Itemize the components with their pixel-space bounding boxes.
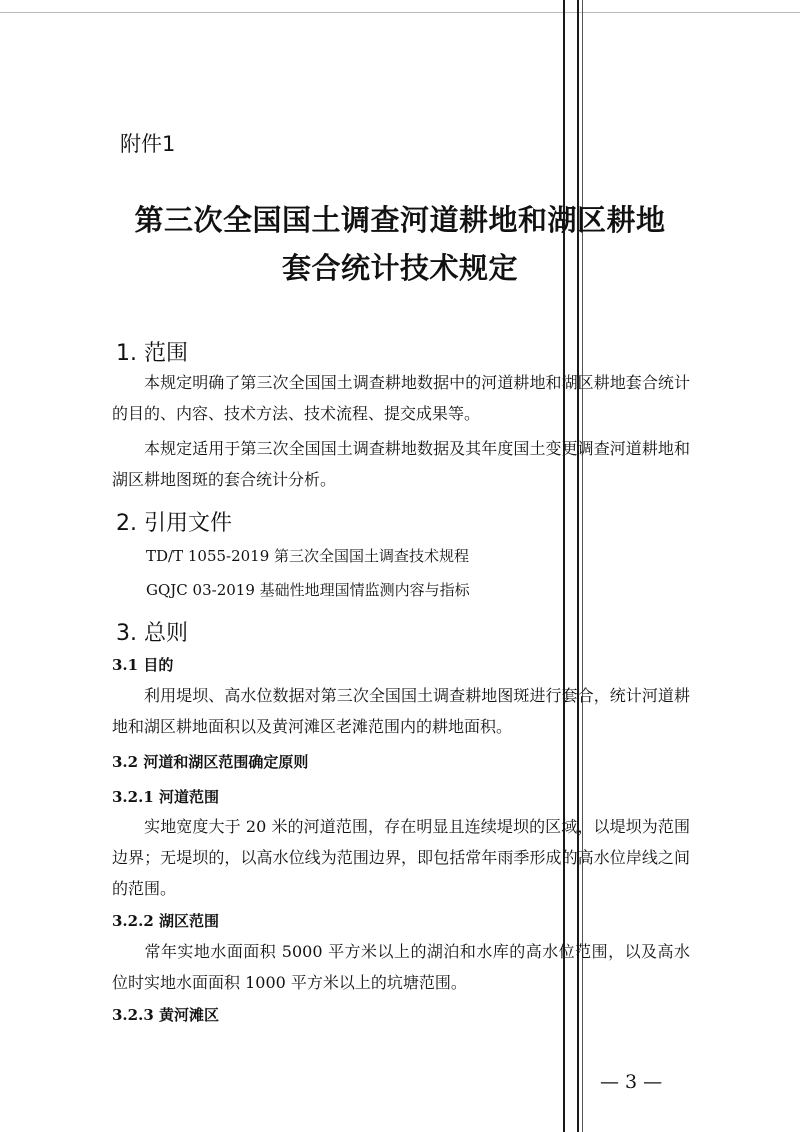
reference-item: GQJC 03-2019 基础性地理国情监测内容与指标	[146, 581, 470, 599]
section-1-paragraph-2: 本规定适用于第三次全国国土调查耕地数据及其年度国土变更调查河道耕地和湖区耕地图斑的套合统计分析。	[112, 439, 690, 489]
section-3-1-paragraph: 利用堤坝、高水位数据对第三次全国国土调查耕地图斑进行套合，统计河道耕地和湖区耕地面积以及黄河滩区老滩范围内的耕地面积。	[112, 686, 690, 736]
document-title-line-2: 套合统计技术规定	[281, 251, 518, 285]
scan-top-edge	[0, 12, 800, 13]
section-1-heading: 1. 范围	[116, 341, 188, 366]
section-3-2-3-heading: 3.2.3 黄河滩区	[112, 1006, 219, 1024]
section-1-paragraph-1: 本规定明确了第三次全国国土调查耕地数据中的河道耕地和湖区耕地套合统计的目的、内容、技术方法、技术流程、提交成果等。	[112, 373, 690, 423]
section-3-1-heading: 3.1 目的	[112, 656, 174, 674]
section-3-2-2-heading: 3.2.2 湖区范围	[112, 912, 219, 930]
document-title-line-1: 第三次全国国土调查河道耕地和湖区耕地	[134, 203, 666, 237]
section-3-2-2-paragraph: 常年实地水面面积 5000 平方米以上的湖泊和水库的高水位范围，以及高水位时实地水面面积 1000 平方米以上的坑塘范围。	[112, 942, 690, 992]
reference-item: TD/T 1055-2019 第三次全国国土调查技术规程	[146, 547, 470, 565]
page-number: — 3 —	[600, 1071, 663, 1093]
section-3-heading: 3. 总则	[116, 621, 188, 646]
section-3-2-heading: 3.2 河道和湖区范围确定原则	[112, 753, 309, 771]
section-3-2-1-paragraph: 实地宽度大于 20 米的河道范围，存在明显且连续堤坝的区域，以堤坝为范围边界；无堤坝的，以高水位线为范围边界，即包括常年雨季形成的高水位岸线之间的范围。	[112, 817, 690, 898]
section-2-heading: 2. 引用文件	[116, 511, 232, 536]
section-3-2-1-heading: 3.2.1 河道范围	[112, 788, 219, 806]
attachment-label: 附件1	[120, 132, 176, 156]
